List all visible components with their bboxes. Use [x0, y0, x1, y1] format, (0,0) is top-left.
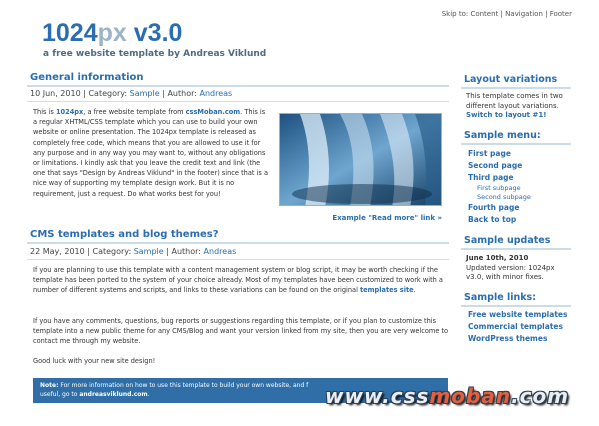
- menu-item-second-page[interactable]: Second page: [468, 161, 523, 170]
- article-paragraph: If you are planning to use this template with a content management system or blog script, it may be worth checking if the template has been ported to the system of your choice already. Most of my templates have been customized to work with a number of different systems and scripts, and links to these variations can be found on the original templates site.: [33, 266, 443, 295]
- skip-to-content-link[interactable]: Content: [470, 10, 499, 18]
- layout-variations-text: This template comes in two different layout variations. Switch to layout #1!: [466, 92, 563, 120]
- menu-item-first-page[interactable]: First page: [468, 149, 511, 158]
- site-logo[interactable]: 1024px v3.0: [42, 19, 183, 47]
- site-tagline: a free website template by Andreas Viklund: [43, 49, 267, 59]
- sidebar-title-sample-menu: Sample menu:: [461, 130, 571, 145]
- article-title-cms-templates[interactable]: CMS templates and blog themes?: [27, 229, 449, 244]
- skip-links: Skip to: Content | Navigation | Footer: [441, 10, 572, 18]
- article-photo: [279, 113, 442, 206]
- divider: [27, 259, 449, 260]
- link-wordpress-themes[interactable]: WordPress themes: [468, 334, 548, 343]
- menu-item-back-to-top[interactable]: Back to top: [468, 215, 517, 224]
- sidebar-title-sample-links: Sample links:: [461, 292, 571, 307]
- skip-to-footer-link[interactable]: Footer: [549, 10, 572, 18]
- article-body: This is 1024px, a free website template from cssMoban.com. This is a regular XHTML/CSS template which you can use to build your own website or online presentation. The 1024px template is released as completely free code, which means that you are allowed to use it for any purpose and in any way you may want to, without any obligations or limitations. I kindly ask that you leave the credit text and link (the one that says "Design by Andreas Viklund" in the footer) since that is a nice way of supporting my template design work. But it is no requirement, just a request. Do what works best for you!: [33, 108, 268, 198]
- category-link[interactable]: Sample: [129, 89, 160, 98]
- author-link[interactable]: Andreas: [203, 247, 237, 256]
- andreasviklund-link[interactable]: andreasviklund.com: [79, 391, 148, 398]
- templates-site-link[interactable]: templates site: [360, 286, 414, 295]
- menu-item-fourth-page[interactable]: Fourth page: [468, 203, 520, 212]
- article-meta: 10 Jun, 2010 | Category: Sample | Author: Andreas: [30, 89, 233, 98]
- link-commercial-templates[interactable]: Commercial templates: [468, 322, 563, 331]
- skip-to-navigation-link[interactable]: Navigation: [505, 10, 543, 18]
- cssmoban-link[interactable]: cssMoban.com: [185, 108, 241, 116]
- 1024px-link[interactable]: 1024px: [55, 108, 84, 116]
- skip-prefix: Skip to:: [441, 10, 469, 18]
- note-box: Note: For more information on how to use this template to build your own website, and f useful, go to andreasviklund.com.: [33, 378, 448, 403]
- sidebar-title-sample-updates: Sample updates: [461, 235, 571, 250]
- category-link[interactable]: Sample: [133, 247, 164, 256]
- update-date: June 10th, 2010: [466, 254, 529, 262]
- read-more-link[interactable]: Example "Read more" link »: [332, 214, 442, 222]
- article-paragraph: Good luck with your new site design!: [33, 357, 156, 365]
- article-paragraph: If you have any comments, questions, bug reports or suggestions regarding this template, or if you plan to customize this template into a new public theme for any CMS/Blog and want your version linked from my site, then you are very welcome to contact me through my website.: [33, 317, 449, 346]
- submenu-item-first-subpage[interactable]: First subpage: [477, 184, 521, 192]
- menu-item-third-page[interactable]: Third page: [468, 173, 514, 182]
- article-title-general-information[interactable]: General information: [27, 72, 449, 87]
- link-free-website-templates[interactable]: Free website templates: [468, 310, 568, 319]
- sidebar-title-layout-variations: Layout variations: [461, 74, 571, 89]
- author-link[interactable]: Andreas: [199, 89, 233, 98]
- switch-layout-link[interactable]: Switch to layout #1!: [466, 111, 547, 120]
- divider: [27, 101, 449, 102]
- update-entry: June 10th, 2010 Updated version: 1024px v3.0, with minor fixes.: [466, 254, 555, 282]
- article-meta: 22 May, 2010 | Category: Sample | Author: Andreas: [30, 247, 237, 256]
- watermark-logo: www.cssmoban.com: [325, 384, 570, 408]
- submenu-item-second-subpage[interactable]: Second subpage: [477, 193, 531, 201]
